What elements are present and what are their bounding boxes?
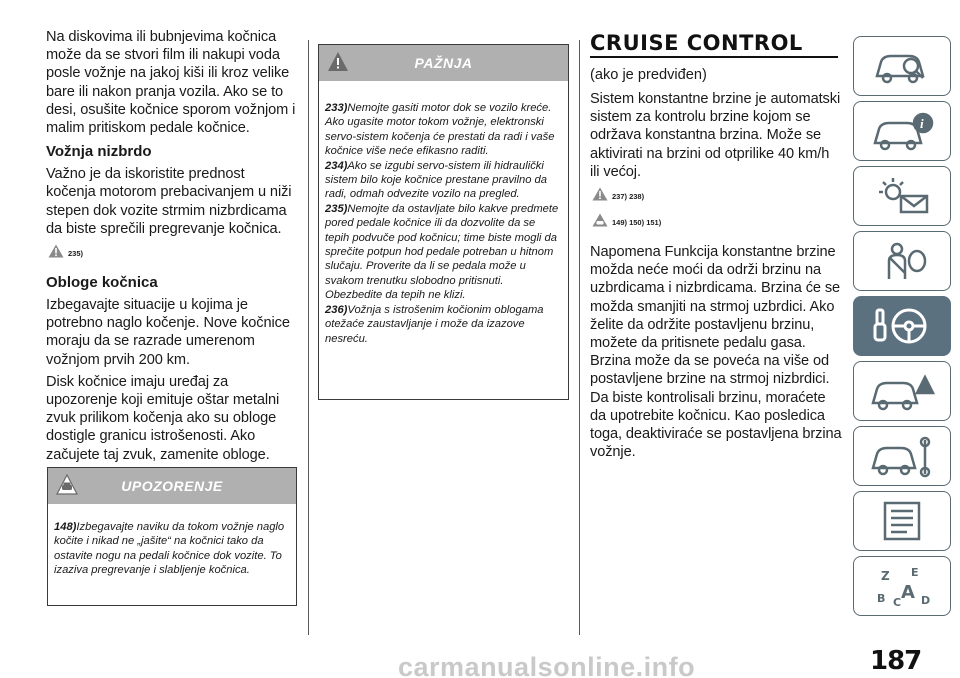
technical-data-icon (867, 499, 937, 543)
tab-alphabetical-index[interactable] (853, 556, 951, 616)
caution-item-text: Nemojte da ostavljate bilo kakve predmete pored pedale kočnice ili da dozvolite da se tepih podvuče pod kočnicu; time biste mogli da sprečite potpun hod pedale potreban u hitnom slučaju. Proverite da li se pedala može u svakom trenutku slobodno pritisnuti. Obezbedite da tepih ne klizi. (325, 202, 559, 302)
warning-triangle-icon (48, 244, 64, 258)
downhill-paragraph: Važno je da iskoristite prednost kočenja motorom prebacivanjem u niži stepen dok vozite strmim nizbrdicama da biste sprečili pregrevanje kočnica. (46, 166, 292, 237)
warning-box (47, 467, 297, 606)
car-warning-icon (56, 474, 78, 496)
caution-item (325, 202, 560, 303)
cruise-paragraph-1: Sistem konstantne brzine je automatski sistem za kontrolu brzine kojom se održava konstantna brzina. Može se aktivirati na brzini od otprilike 40 km/h ili većoj. (590, 91, 841, 180)
cruise-paragraph-2: Napomena Funkcija konstantne brzine možda neće moći da održi brzinu na uzbrdicama i nizbrdicama. Brzina će se možda smanjiti na strmoj uzbrdici. Ako želite da održite postavljenu brzinu, možete da pritisnete pedalu gasa. Brzina može da se poveća na više od postavljene brzine na strmoj nizbrdici. Da biste kontrolisali brzinu, moraćete da upotrebite kočnicu. Kao posledica toga, deaktiviraće se postavljena brzina vožnje. (590, 244, 842, 461)
section-title: CRUISE CONTROL (590, 32, 838, 58)
caution-item (325, 303, 560, 346)
svg-text:i: i (920, 116, 924, 131)
warning-lights-icon (867, 174, 937, 218)
tab-maintenance[interactable] (853, 426, 951, 486)
tab-warning-lights[interactable] (853, 166, 951, 226)
caution-item-number: 234) (325, 159, 348, 172)
caution-item (325, 101, 560, 159)
caution-item-number: 236) (325, 303, 348, 316)
tab-emergency[interactable] (853, 361, 951, 421)
alphabetical-index-icon (867, 562, 937, 610)
car-maintenance-icon (867, 434, 937, 478)
svg-text:C: C (893, 596, 902, 609)
caution-item-number: 233) (325, 102, 348, 114)
page-number: 187 (870, 646, 922, 676)
svg-text:E: E (911, 566, 919, 579)
warning-reference[interactable] (48, 242, 298, 266)
caution-item-text: Ako se izgubi servo-sistem ili hidraulički sistem bilo koje kočnice prestane pravilno da radi, odmah odvezite vozilo na pregled. (325, 159, 548, 201)
tab-car-search[interactable] (853, 36, 951, 96)
warning-box-header (48, 468, 296, 504)
caution-item-text: Vožnja s istrošenim kočionim oblogama otežaće zaustavljanje i može da izazove nesreću. (325, 303, 544, 345)
column-divider (308, 40, 309, 635)
column-left (46, 28, 298, 500)
heading-brake-pads: Obloge kočnica (46, 274, 158, 292)
warning-reference[interactable] (592, 185, 842, 209)
warning-box-title: UPOZORENJE (121, 478, 223, 494)
car-search-icon (867, 44, 937, 88)
caution-box-body (319, 81, 568, 354)
svg-text:Z: Z (881, 569, 890, 583)
pads-paragraph-1: Izbegavajte situacije u kojima je potrebno naglo kočenje. Nove kočnice moraju da se razrade umerenom vožnjom prvih 200 km. (46, 297, 290, 368)
warning-item-number: 148) (54, 521, 77, 533)
column-right (590, 28, 842, 465)
warning-box-body (48, 504, 296, 586)
warning-triangle-icon (592, 187, 608, 201)
pads-paragraph-2: Disk kočnice imaju uređaj za upozorenje koji emituje oštar metalni zvuk prilikom kočenja ako su obloge dostigle granicu istrošenosti. Ako začujete taj zvuk, zamenite obloge. (46, 373, 280, 463)
car-warning-icon (592, 213, 608, 227)
car-info-icon (867, 109, 937, 153)
key-steering-wheel-icon (867, 304, 937, 348)
section-subtitle: (ako je predviđen) (590, 67, 707, 83)
tab-seatbelt-airbag[interactable] (853, 231, 951, 291)
intro-paragraph: Na diskovima ili bubnjevima kočnica može da se stvori film ili nakupi voda posle vožnje na jakoj kiši ili kroz velike bare ili nakon pranja vozila. Ako se to desi, osušite kočnice sporom vožnjom i malim pritiskom pedale kočnice. (46, 29, 296, 137)
caution-reference[interactable] (592, 211, 842, 235)
reference-number: 235) (68, 249, 84, 259)
seatbelt-airbag-icon (867, 239, 937, 283)
reference-numbers: 149) 150) 151) (612, 218, 662, 228)
caution-item (325, 159, 560, 202)
caution-box-header (319, 45, 568, 81)
watermark: carmanualsonline.info (398, 652, 696, 678)
column-divider (579, 40, 580, 635)
svg-text:B: B (877, 592, 886, 605)
tab-starting-driving[interactable] (853, 296, 951, 356)
warning-item (54, 520, 288, 578)
caution-box-title: PAŽNJA (414, 55, 473, 71)
tab-car-info[interactable] (853, 101, 951, 161)
tab-technical-data[interactable] (853, 491, 951, 551)
warning-triangle-icon (327, 51, 349, 73)
caution-item-text: Nemojte gasiti motor dok se vozilo kreće. Ako ugasite motor tokom vožnje, elektronski servo-sistem kočenja će prestati da radi i vaše kočnice više neće efikasno raditi. (325, 102, 555, 158)
svg-text:D: D (921, 594, 931, 607)
car-emergency-icon (867, 369, 937, 413)
warning-item-text: Izbegavajte naviku da tokom vožnje naglo kočite i nikad ne „jašite“ na kočnici tako da ostavite nogu na pedali kočnice dok vozite. To izaziva pregrevanje i slabljenje kočnica. (54, 521, 285, 577)
reference-numbers: 237) 238) (612, 192, 645, 202)
svg-text:A: A (901, 582, 915, 603)
heading-downhill: Vožnja nizbrdo (46, 143, 152, 161)
caution-box (318, 44, 569, 400)
caution-item-number: 235) (325, 202, 348, 215)
